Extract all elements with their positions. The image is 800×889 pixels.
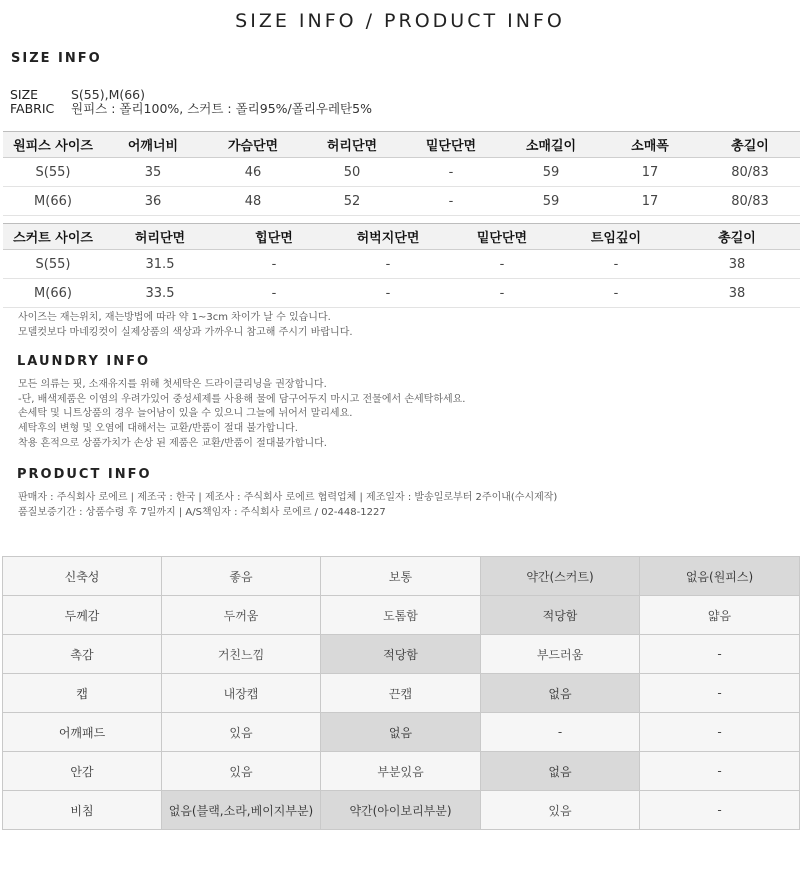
column-header: 총길이 [673, 224, 800, 250]
feel-option: 없음 [321, 713, 481, 752]
feel-option: 두꺼움 [162, 596, 321, 635]
table-cell: - [331, 279, 445, 308]
column-header: 허리단면 [103, 224, 217, 250]
feel-option: 있음 [481, 791, 640, 830]
laundry-info-heading: LAUNDRY INFO [17, 354, 151, 369]
table-cell: 17 [601, 187, 699, 216]
feel-option: 없음 [481, 752, 640, 791]
table-cell: M(66) [3, 187, 103, 216]
table-cell: 50 [303, 158, 401, 187]
size-notes [18, 311, 353, 340]
feel-row [3, 791, 800, 830]
table-cell: 59 [501, 158, 601, 187]
feel-option: - [481, 713, 640, 752]
size-info-heading: SIZE INFO [11, 51, 102, 66]
feel-option: 거친느낌 [162, 635, 321, 674]
table-cell: 46 [203, 158, 303, 187]
table-cell: S(55) [3, 250, 103, 279]
feel-label: 안감 [3, 752, 162, 791]
feel-option: 적당함 [321, 635, 481, 674]
table-cell: 38 [673, 279, 800, 308]
feel-row [3, 596, 800, 635]
column-header: 밑단단면 [401, 132, 501, 158]
feel-option: 얇음 [640, 596, 800, 635]
feel-label: 어깨패드 [3, 713, 162, 752]
table-cell: 38 [673, 250, 800, 279]
product-info-heading: PRODUCT INFO [17, 467, 152, 482]
feel-option: 보통 [321, 557, 481, 596]
feel-option: 내장캡 [162, 674, 321, 713]
table-cell: 31.5 [103, 250, 217, 279]
table-cell: - [217, 279, 331, 308]
table-cell: - [559, 250, 673, 279]
table-cell: 52 [303, 187, 401, 216]
size-row [10, 87, 145, 102]
feel-option: 부분있음 [321, 752, 481, 791]
feel-option: 부드러움 [481, 635, 640, 674]
table-header-row [3, 132, 800, 158]
column-header: 어깨너비 [103, 132, 203, 158]
feel-row [3, 752, 800, 791]
feel-option: 적당함 [481, 596, 640, 635]
feel-option: - [640, 713, 800, 752]
table-cell: - [559, 279, 673, 308]
feel-option: 있음 [162, 713, 321, 752]
feel-option: - [640, 674, 800, 713]
note-line: 모델컷보다 마네킹컷이 실제상품의 색상과 가까우니 참고해 주시기 바랍니다. [18, 326, 353, 338]
table-cell: S(55) [3, 158, 103, 187]
product-line: 품질보증기간 : 상품수령 후 7일까지 | A/S책임자 : 주식회사 로에르 / 02-448-1227 [18, 506, 386, 518]
column-header: 허리단면 [303, 132, 401, 158]
feel-option: 없음(원피스) [640, 557, 800, 596]
feel-option: 끈캡 [321, 674, 481, 713]
fabric-value: 원피스 : 폴리100%, 스커트 : 폴리95%/폴리우레탄5% [71, 101, 372, 116]
table-cell: 33.5 [103, 279, 217, 308]
column-header: 허벅지단면 [331, 224, 445, 250]
product-line: 판매자 : 주식회사 로에르 | 제조국 : 한국 | 제조사 : 주식회사 로에르 협력업체 | 제조일자 : 발송일로부터 2주이내(수시제작) [18, 492, 558, 503]
table-cell: 36 [103, 187, 203, 216]
feel-option: - [640, 791, 800, 830]
product-notes [18, 491, 557, 520]
table-cell: - [217, 250, 331, 279]
table-cell: - [445, 250, 559, 279]
table-cell: - [331, 250, 445, 279]
table-row [3, 250, 800, 279]
table-row [3, 158, 800, 187]
feel-option: 약간(스커트) [481, 557, 640, 596]
laundry-line: 착용 흔적으로 상품가치가 손상 된 제품은 교환/반품이 절대불가합니다. [18, 437, 327, 449]
feel-option: 도톰함 [321, 596, 481, 635]
table-cell: 59 [501, 187, 601, 216]
table-header-row [3, 224, 800, 250]
laundry-line: 모든 의류는 핏, 소재유지를 위해 첫세탁은 드라이클리닝을 권장합니다. [18, 379, 327, 390]
column-header: 총길이 [699, 132, 800, 158]
feel-option: 좋음 [162, 557, 321, 596]
column-header: 힙단면 [217, 224, 331, 250]
column-header: 밑단단면 [445, 224, 559, 250]
column-header: 원피스 사이즈 [3, 132, 103, 158]
feel-option: 없음(블랙,소라,베이지부분) [162, 791, 321, 830]
skirt-size-table [3, 223, 800, 308]
size-label: SIZE [10, 87, 39, 102]
fabric-label: FABRIC [10, 101, 55, 116]
table-row [3, 279, 800, 308]
table-row [3, 187, 800, 216]
table-cell: M(66) [3, 279, 103, 308]
size-value: S(55),M(66) [71, 87, 146, 102]
laundry-notes [18, 378, 465, 452]
laundry-line: 손세탁 및 니트상품의 경우 늘어남이 있을 수 있으니 그늘에 뉘어서 말리세요. [18, 408, 353, 420]
feel-label: 촉감 [3, 635, 162, 674]
laundry-line: -단, 배색제품은 이염의 우려가있어 중성세제를 사용해 물에 담구어두지 마시고 전물에서 손세탁하세요. [18, 393, 466, 405]
feel-option: 있음 [162, 752, 321, 791]
fabric-row [10, 101, 372, 116]
feel-option: - [640, 752, 800, 791]
column-header: 소매길이 [501, 132, 601, 158]
feel-row [3, 674, 800, 713]
feel-label: 비침 [3, 791, 162, 830]
table-cell: 80/83 [699, 187, 800, 216]
fabric-feel-table [2, 556, 800, 830]
dress-size-table [3, 131, 800, 216]
column-header: 소매폭 [601, 132, 699, 158]
table-cell: - [401, 187, 501, 216]
feel-row [3, 713, 800, 752]
page-title: SIZE INFO / PRODUCT INFO [235, 10, 565, 32]
column-header: 가슴단면 [203, 132, 303, 158]
table-cell: 48 [203, 187, 303, 216]
feel-row [3, 557, 800, 596]
note-line: 사이즈는 재는위치, 재는방법에 따라 약 1~3cm 차이가 날 수 있습니다. [18, 312, 331, 323]
feel-row [3, 635, 800, 674]
table-cell: 80/83 [699, 158, 800, 187]
feel-option: 없음 [481, 674, 640, 713]
table-cell: - [401, 158, 501, 187]
column-header: 트임깊이 [559, 224, 673, 250]
feel-option: 약간(아이보리부분) [321, 791, 481, 830]
laundry-line: 세탁후의 변형 및 오염에 대해서는 교환/반품이 절대 불가합니다. [18, 423, 298, 435]
table-cell: 35 [103, 158, 203, 187]
feel-option: - [640, 635, 800, 674]
feel-label: 두께감 [3, 596, 162, 635]
table-cell: 17 [601, 158, 699, 187]
feel-label: 신축성 [3, 557, 162, 596]
column-header: 스커트 사이즈 [3, 224, 103, 250]
table-cell: - [445, 279, 559, 308]
feel-label: 캡 [3, 674, 162, 713]
